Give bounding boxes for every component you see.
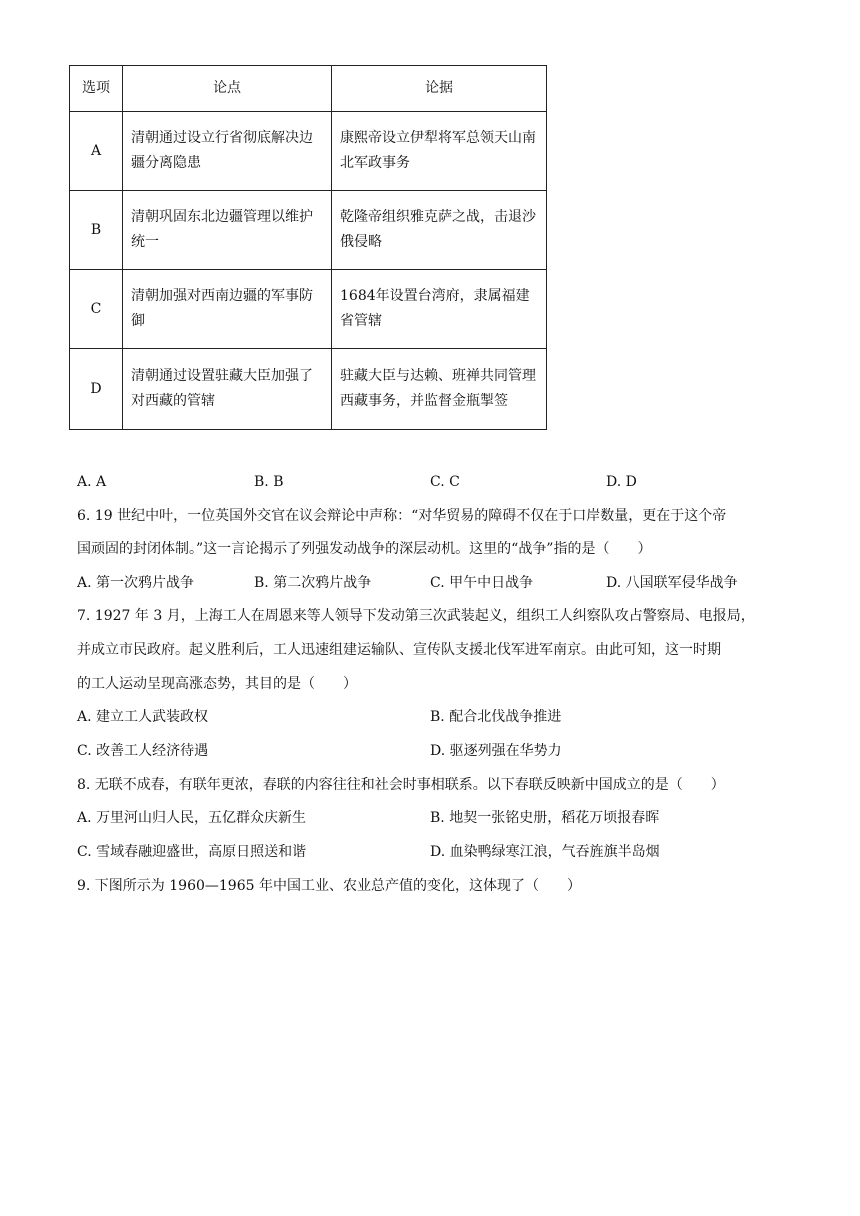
row-evidence: 1684年设置台湾府，隶属福建省管辖 [332, 270, 547, 349]
row-option: D [70, 349, 123, 430]
header-evidence: 论据 [332, 66, 547, 112]
q6-stem-line2: 国顽固的封闭体制。”这一言论揭示了列强发动战争的深层动机。这里的“战争”指的是（ ） [77, 541, 652, 557]
q8-option-d: D. 血染鸭绿寒江浪，气吞旌旗半岛烟 [430, 844, 660, 860]
row-option: B [70, 191, 123, 270]
q7-stem-line3: 的工人运动呈现高涨态势，其目的是（ ） [77, 676, 357, 692]
row-option: A [70, 112, 123, 191]
q5-option-d: D. D [606, 474, 637, 490]
table-row [70, 270, 547, 349]
header-option: 选项 [70, 66, 123, 112]
q6-stem-line1: 6. 19 世纪中叶，一位英国外交官在议会辩论中声称：“对华贸易的障碍不仅在于口岸数量，更在于这个帝 [77, 508, 727, 524]
q5-option-b: B. B [254, 474, 284, 490]
row-point: 清朝通过设置驻藏大臣加强了对西藏的管辖 [123, 349, 332, 430]
q7-option-c: C. 改善工人经济待遇 [77, 743, 209, 759]
row-point: 清朝巩固东北边疆管理以维护统一 [123, 191, 332, 270]
q6-option-b: B. 第二次鸦片战争 [254, 575, 372, 591]
q8-option-b: B. 地契一张铭史册，稻花万顷报春晖 [430, 810, 660, 826]
options-table [69, 65, 547, 430]
header-point: 论点 [123, 66, 332, 112]
q7-option-d: D. 驱逐列强在华势力 [430, 743, 562, 759]
q5-option-a: A. A [77, 474, 107, 490]
q8-option-a: A. 万里河山归人民，五亿群众庆新生 [77, 810, 307, 826]
table-row [70, 112, 547, 191]
q6-option-d: D. 八国联军侵华战争 [606, 575, 738, 591]
row-evidence: 乾隆帝组织雅克萨之战，击退沙俄侵略 [332, 191, 547, 270]
q8-option-c: C. 雪域春融迎盛世，高原日照送和谐 [77, 844, 307, 860]
q7-stem-line2: 并成立市民政府。起义胜利后，工人迅速组建运输队、宣传队支援北伐军进军南京。由此可知，这一时期 [77, 642, 721, 658]
q6-option-a: A. 第一次鸦片战争 [77, 575, 195, 591]
q9-stem-line1: 9. 下图所示为 1960—1965 年中国工业、农业总产值的变化，这体现了（ ） [77, 878, 581, 894]
q8-stem-line1: 8. 无联不成春，有联年更浓，春联的内容往往和社会时事相联系。以下春联反映新中国成立的是（ ） [77, 777, 725, 793]
row-option: C [70, 270, 123, 349]
q7-option-b: B. 配合北伐战争推进 [430, 709, 562, 725]
row-point: 清朝通过设立行省彻底解决边疆分离隐患 [123, 112, 332, 191]
table-header-row [70, 66, 547, 112]
table-row [70, 191, 547, 270]
q6-option-c: C. 甲午中日战争 [430, 575, 534, 591]
table-row [70, 349, 547, 430]
row-evidence: 康熙帝设立伊犁将军总领天山南北军政事务 [332, 112, 547, 191]
q7-stem-line1: 7. 1927 年 3 月，上海工人在周恩来等人领导下发动第三次武装起义，组织工人纠察队攻占警察局、电报局， [77, 608, 755, 624]
row-point: 清朝加强对西南边疆的军事防御 [123, 270, 332, 349]
q7-option-a: A. 建立工人武装政权 [77, 709, 209, 725]
row-evidence: 驻藏大臣与达赖、班禅共同管理西藏事务，并监督金瓶掣签 [332, 349, 547, 430]
q5-option-c: C. C [430, 474, 460, 490]
